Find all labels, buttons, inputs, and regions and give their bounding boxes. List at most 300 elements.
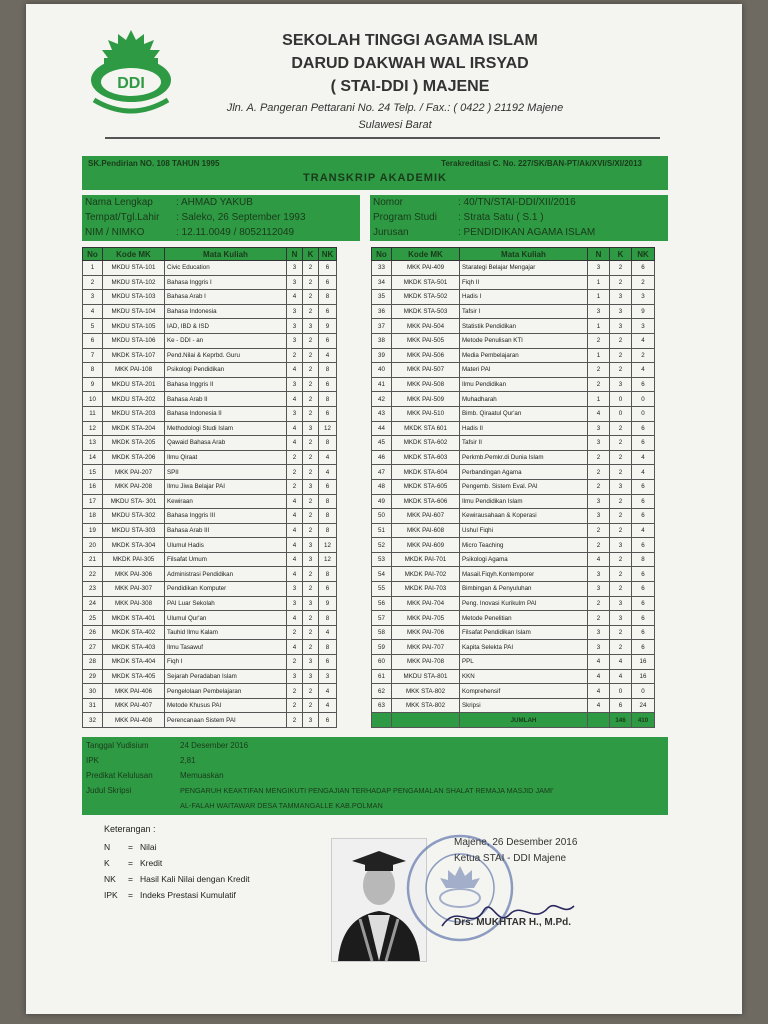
- course-code: MKK PAI-407: [103, 698, 165, 713]
- course-nk: 8: [319, 290, 337, 305]
- course-code: MKK PAI-707: [392, 640, 460, 655]
- course-no: 48: [372, 479, 392, 494]
- course-row: [83, 582, 337, 597]
- course-name: Tafsir II: [460, 436, 588, 451]
- course-k: 2: [303, 363, 319, 378]
- total-empty-cell: [392, 713, 460, 728]
- course-code: MKK PAI-505: [392, 333, 460, 348]
- header-n: N: [588, 248, 610, 261]
- courses-left-body: [83, 261, 337, 728]
- course-row: [372, 421, 655, 436]
- course-code: MKDU STA-102: [103, 275, 165, 290]
- total-label: JUMLAH: [460, 713, 588, 728]
- course-no: 62: [372, 684, 392, 699]
- course-n: 4: [588, 552, 610, 567]
- course-no: 34: [372, 275, 392, 290]
- course-n: 4: [287, 640, 303, 655]
- prodi-label: Program Studi: [373, 212, 437, 223]
- nomor-value: : 40/TN/STAI-DDI/XII/2016: [458, 197, 576, 208]
- sign-name: Drs. MUKHTAR H., M.Pd.: [454, 917, 572, 928]
- course-row: [83, 333, 337, 348]
- course-k: 0: [610, 684, 632, 699]
- legend-eq: =: [128, 858, 133, 868]
- course-row: [83, 538, 337, 553]
- summary-bar: [82, 737, 668, 815]
- judul-value-2: AL-FALAH WAITAWAR DESA TAMMANGALLE KAB.POLMAN: [180, 801, 383, 810]
- course-k: 2: [303, 450, 319, 465]
- course-k: 2: [303, 333, 319, 348]
- course-no: 5: [83, 319, 103, 334]
- course-no: 51: [372, 523, 392, 538]
- course-n: 3: [287, 333, 303, 348]
- course-no: 46: [372, 450, 392, 465]
- course-name: Hadis I: [460, 290, 588, 305]
- course-n: 2: [287, 479, 303, 494]
- course-n: 3: [588, 640, 610, 655]
- course-code: MKDK STA-606: [392, 494, 460, 509]
- judul-label: Judul Skripsi: [86, 786, 132, 795]
- course-k: 6: [610, 698, 632, 713]
- course-no: 11: [83, 406, 103, 421]
- courses-table-left-wrap: [82, 247, 337, 728]
- course-no: 9: [83, 377, 103, 392]
- course-code: MKDK PAI-305: [103, 552, 165, 567]
- total-empty-cell: [588, 713, 610, 728]
- course-k: 3: [303, 596, 319, 611]
- course-code: MKDU STA-202: [103, 392, 165, 407]
- course-no: 15: [83, 465, 103, 480]
- course-row: [372, 684, 655, 699]
- course-k: 2: [303, 640, 319, 655]
- sign-place-date: Majene, 26 Desember 2016: [454, 837, 578, 848]
- course-no: 55: [372, 582, 392, 597]
- course-k: 3: [610, 596, 632, 611]
- course-name: Bahasa Indonesia II: [165, 406, 287, 421]
- course-name: PPL: [460, 655, 588, 670]
- course-name: Filsafat Pendidikan Islam: [460, 625, 588, 640]
- course-nk: 8: [319, 494, 337, 509]
- course-name: Civic Education: [165, 261, 287, 276]
- course-name: Administrasi Pendidikan: [165, 567, 287, 582]
- course-k: 3: [303, 421, 319, 436]
- nomor-label: Nomor: [373, 197, 404, 208]
- course-row: [83, 319, 337, 334]
- nama-label: Nama Lengkap: [85, 197, 153, 208]
- course-name: Bahasa Inggris I: [165, 275, 287, 290]
- course-no: 37: [372, 319, 392, 334]
- course-code: MKK PAI-306: [103, 567, 165, 582]
- course-code: MKDU STA-203: [103, 406, 165, 421]
- course-n: 2: [588, 450, 610, 465]
- jurusan-label: Jurusan: [373, 227, 409, 238]
- course-k: 2: [610, 333, 632, 348]
- ipk-value: 2,81: [180, 756, 196, 765]
- prodi-value: : Strata Satu ( S.1 ): [458, 212, 544, 223]
- course-n: 4: [588, 684, 610, 699]
- course-row: [372, 655, 655, 670]
- course-k: 2: [610, 436, 632, 451]
- course-no: 50: [372, 509, 392, 524]
- course-row: [372, 596, 655, 611]
- course-nk: 6: [632, 377, 655, 392]
- header-n: N: [287, 248, 303, 261]
- course-n: 3: [588, 304, 610, 319]
- course-k: 2: [610, 421, 632, 436]
- course-code: MKK PAI-509: [392, 392, 460, 407]
- jurusan-value: : PENDIDIKAN AGAMA ISLAM: [458, 227, 596, 238]
- course-name: Ushul Fiqhi: [460, 523, 588, 538]
- course-name: Tauhid Ilmu Kalam: [165, 625, 287, 640]
- course-row: [83, 669, 337, 684]
- course-nk: 4: [632, 523, 655, 538]
- total-nk: 410: [632, 713, 655, 728]
- course-code: MKK PAI-608: [392, 523, 460, 538]
- address-line2: Sulawesi Barat: [358, 119, 432, 131]
- course-k: 2: [610, 465, 632, 480]
- course-name: Bahasa Inggris II: [165, 377, 287, 392]
- course-n: 3: [287, 596, 303, 611]
- course-code: MKDK STA-402: [103, 625, 165, 640]
- ttl-value: : Saleko, 26 September 1993: [176, 212, 306, 223]
- header-nk: NK: [632, 248, 655, 261]
- course-name: Skripsi: [460, 698, 588, 713]
- course-no: 39: [372, 348, 392, 363]
- course-name: Ilmu Qiraat: [165, 450, 287, 465]
- course-n: 2: [588, 377, 610, 392]
- course-nk: 6: [319, 406, 337, 421]
- course-nk: 8: [319, 640, 337, 655]
- course-name: Ulumul Hadis: [165, 538, 287, 553]
- course-name: Methodologi Studi Islam: [165, 421, 287, 436]
- course-name: KKN: [460, 669, 588, 684]
- ttl-label: Tempat/Tgl.Lahir: [85, 212, 160, 223]
- course-n: 4: [287, 509, 303, 524]
- course-no: 43: [372, 406, 392, 421]
- course-no: 32: [83, 713, 103, 728]
- course-row: [83, 698, 337, 713]
- course-n: 3: [588, 261, 610, 276]
- course-n: 2: [588, 596, 610, 611]
- course-name: Ilmu Jiwa Belajar PAI: [165, 479, 287, 494]
- course-n: 3: [588, 567, 610, 582]
- course-row: [372, 304, 655, 319]
- course-no: 33: [372, 261, 392, 276]
- header-line3: ( STAI-DDI ) MAJENE: [330, 78, 490, 95]
- course-row: [372, 582, 655, 597]
- course-k: 2: [610, 625, 632, 640]
- course-n: 3: [588, 436, 610, 451]
- course-k: 2: [610, 275, 632, 290]
- course-no: 58: [372, 625, 392, 640]
- course-code: MKDK STA-604: [392, 465, 460, 480]
- course-no: 57: [372, 611, 392, 626]
- course-name: Perkmb.Pemkr.di Dunia Islam: [460, 450, 588, 465]
- ipk-label: IPK: [86, 756, 99, 765]
- course-nk: 4: [632, 465, 655, 480]
- course-no: 25: [83, 611, 103, 626]
- course-name: Sejarah Peradaban Islam: [165, 669, 287, 684]
- course-code: MKDU STA-201: [103, 377, 165, 392]
- legend-value: Hasil Kali Nilai dengan Kredit: [140, 874, 250, 884]
- course-k: 2: [610, 450, 632, 465]
- courses-right-body: [372, 261, 655, 728]
- course-row: [372, 436, 655, 451]
- course-name: Ilmu Pendidikan: [460, 377, 588, 392]
- course-name: Metode Penelitian: [460, 611, 588, 626]
- course-row: [83, 640, 337, 655]
- course-nk: 6: [632, 567, 655, 582]
- header-kode: Kode MK: [103, 248, 165, 261]
- course-no: 29: [83, 669, 103, 684]
- course-nk: 6: [319, 261, 337, 276]
- student-info-left: [82, 195, 360, 241]
- course-k: 3: [303, 538, 319, 553]
- course-k: 4: [610, 669, 632, 684]
- course-nk: 6: [632, 596, 655, 611]
- course-k: 2: [303, 582, 319, 597]
- course-k: 3: [610, 304, 632, 319]
- course-n: 3: [588, 509, 610, 524]
- course-nk: 6: [319, 713, 337, 728]
- course-no: 1: [83, 261, 103, 276]
- course-row: [83, 304, 337, 319]
- course-row: [83, 406, 337, 421]
- course-nk: 8: [319, 509, 337, 524]
- course-no: 61: [372, 669, 392, 684]
- course-name: SPII: [165, 465, 287, 480]
- course-row: [83, 290, 337, 305]
- course-name: Ulumul Qur'an: [165, 611, 287, 626]
- course-name: Bahasa Arab I: [165, 290, 287, 305]
- course-n: 1: [588, 319, 610, 334]
- course-code: MKDK STA-605: [392, 479, 460, 494]
- course-no: 16: [83, 479, 103, 494]
- course-row: [372, 392, 655, 407]
- course-row: [83, 509, 337, 524]
- course-nk: 0: [632, 406, 655, 421]
- course-row: [372, 611, 655, 626]
- course-row: [83, 275, 337, 290]
- course-code: MKK PAI-307: [103, 582, 165, 597]
- course-k: 0: [610, 392, 632, 407]
- nama-value: : AHMAD YAKUB: [176, 197, 253, 208]
- course-code: MKK PAI-108: [103, 363, 165, 378]
- course-nk: 4: [632, 450, 655, 465]
- course-n: 3: [287, 669, 303, 684]
- course-no: 49: [372, 494, 392, 509]
- header-no: No: [372, 248, 392, 261]
- legend-value: Kredit: [140, 858, 163, 868]
- course-k: 2: [303, 406, 319, 421]
- course-k: 2: [610, 640, 632, 655]
- course-row: [372, 363, 655, 378]
- course-no: 12: [83, 421, 103, 436]
- course-n: 2: [287, 348, 303, 363]
- course-n: 3: [588, 625, 610, 640]
- course-k: 2: [303, 261, 319, 276]
- course-name: Psikologi Agama: [460, 552, 588, 567]
- legend-value: Nilai: [140, 842, 157, 852]
- course-n: 1: [588, 290, 610, 305]
- course-nk: 0: [632, 684, 655, 699]
- courses-table-left: [82, 247, 337, 728]
- course-n: 4: [287, 290, 303, 305]
- course-name: Psikologi Pendidikan: [165, 363, 287, 378]
- course-n: 4: [287, 421, 303, 436]
- course-n: 4: [287, 436, 303, 451]
- course-k: 3: [610, 377, 632, 392]
- course-no: 26: [83, 625, 103, 640]
- course-nk: 8: [319, 611, 337, 626]
- course-k: 3: [610, 319, 632, 334]
- course-n: 2: [287, 655, 303, 670]
- course-code: MKDK STA-502: [392, 290, 460, 305]
- total-k: 146: [610, 713, 632, 728]
- legend-eq: =: [128, 874, 133, 884]
- course-name: Bimbingan & Penyuluhan: [460, 582, 588, 597]
- course-no: 56: [372, 596, 392, 611]
- sign-role: Ketua STAI - DDI Majene: [454, 853, 567, 864]
- course-nk: 9: [319, 319, 337, 334]
- course-n: 1: [588, 348, 610, 363]
- course-row: [372, 377, 655, 392]
- course-row: [83, 655, 337, 670]
- course-name: Pend.Nilai & Keprbd. Guru: [165, 348, 287, 363]
- course-name: Pengemb. Sistem Eval. PAI: [460, 479, 588, 494]
- course-nk: 6: [319, 275, 337, 290]
- course-nk: 6: [319, 304, 337, 319]
- course-k: 2: [610, 494, 632, 509]
- course-no: 54: [372, 567, 392, 582]
- course-k: 2: [303, 698, 319, 713]
- course-row: [372, 333, 655, 348]
- course-k: 2: [303, 465, 319, 480]
- legend-key: K: [104, 858, 110, 868]
- course-code: MKDK STA-107: [103, 348, 165, 363]
- course-no: 59: [372, 640, 392, 655]
- predikat-label: Predikat Kelulusan: [86, 771, 153, 780]
- course-nk: 2: [632, 348, 655, 363]
- course-name: Qawaid Bahasa Arab: [165, 436, 287, 451]
- course-nk: 6: [319, 333, 337, 348]
- course-row: [372, 567, 655, 582]
- course-no: 21: [83, 552, 103, 567]
- course-no: 30: [83, 684, 103, 699]
- course-name: Materi PAI: [460, 363, 588, 378]
- course-name: Media Pembelajaran: [460, 348, 588, 363]
- course-n: 1: [588, 392, 610, 407]
- course-code: MKDK STA-401: [103, 611, 165, 626]
- course-nk: 4: [319, 698, 337, 713]
- course-nk: 4: [319, 684, 337, 699]
- course-code: MKDU STA- 301: [103, 494, 165, 509]
- course-n: 2: [287, 684, 303, 699]
- course-row: [83, 436, 337, 451]
- course-no: 53: [372, 552, 392, 567]
- course-name: Bahasa Arab III: [165, 523, 287, 538]
- course-no: 8: [83, 363, 103, 378]
- course-name: IAD, IBD & ISD: [165, 319, 287, 334]
- header-line1: SEKOLAH TINGGI AGAMA ISLAM: [282, 32, 538, 49]
- course-k: 2: [610, 567, 632, 582]
- course-name: Bahasa Arab II: [165, 392, 287, 407]
- course-no: 41: [372, 377, 392, 392]
- course-nk: 6: [319, 655, 337, 670]
- yudisium-label: Tanggal Yudisium: [86, 741, 149, 750]
- course-row: [372, 275, 655, 290]
- course-no: 40: [372, 363, 392, 378]
- course-name: Perencanaan Sistem PAI: [165, 713, 287, 728]
- course-k: 2: [303, 275, 319, 290]
- course-row: [83, 552, 337, 567]
- course-n: 3: [287, 275, 303, 290]
- course-code: MKDU STA-302: [103, 509, 165, 524]
- course-name: Fiqh II: [460, 275, 588, 290]
- course-code: MKDU STA-101: [103, 261, 165, 276]
- nim-value: : 12.11.0049 / 8052112049: [176, 227, 295, 238]
- course-n: 3: [588, 494, 610, 509]
- akreditasi: Terakreditasi C. No. 227/SK/BAN-PT/Ak/XVI/S/XI/2013: [441, 159, 642, 168]
- course-k: 2: [303, 377, 319, 392]
- course-n: 3: [588, 582, 610, 597]
- course-code: MKDK STA-304: [103, 538, 165, 553]
- course-nk: 4: [632, 333, 655, 348]
- course-nk: 6: [632, 494, 655, 509]
- course-nk: 8: [632, 552, 655, 567]
- course-code: MKK PAI-408: [103, 713, 165, 728]
- course-name: Pengelolaan Pembelajaran: [165, 684, 287, 699]
- course-k: 2: [303, 523, 319, 538]
- course-k: 2: [610, 261, 632, 276]
- header-k: K: [303, 248, 319, 261]
- course-code: MKDK PAI-703: [392, 582, 460, 597]
- course-n: 1: [588, 275, 610, 290]
- course-k: 3: [303, 669, 319, 684]
- course-k: 2: [303, 290, 319, 305]
- course-k: 2: [303, 348, 319, 363]
- course-name: Pendidikan Komputer: [165, 582, 287, 597]
- header-mata-kuliah: Mata Kuliah: [165, 248, 287, 261]
- course-row: [83, 450, 337, 465]
- predikat-value: Memuaskan: [180, 771, 224, 780]
- course-name: Hadis II: [460, 421, 588, 436]
- course-nk: 6: [632, 582, 655, 597]
- course-code: MKK PAI-704: [392, 596, 460, 611]
- course-name: Micro Teaching: [460, 538, 588, 553]
- course-nk: 6: [632, 479, 655, 494]
- course-code: MKK PAI-207: [103, 465, 165, 480]
- course-nk: 6: [632, 625, 655, 640]
- course-k: 2: [610, 363, 632, 378]
- document-title: TRANSKRIP AKADEMIK: [303, 172, 447, 184]
- course-k: 2: [303, 625, 319, 640]
- course-nk: 6: [632, 611, 655, 626]
- course-n: 2: [588, 333, 610, 348]
- course-name: Kapita Selekta PAI: [460, 640, 588, 655]
- course-k: 3: [610, 479, 632, 494]
- course-no: 10: [83, 392, 103, 407]
- course-no: 7: [83, 348, 103, 363]
- course-row: [372, 479, 655, 494]
- course-code: MKK STA-802: [392, 684, 460, 699]
- header-mata-kuliah: Mata Kuliah: [460, 248, 588, 261]
- course-code: MKDK STA-503: [392, 304, 460, 319]
- legend-key: N: [104, 842, 111, 852]
- course-no: 31: [83, 698, 103, 713]
- course-nk: 12: [319, 538, 337, 553]
- course-n: 2: [287, 713, 303, 728]
- course-k: 2: [303, 392, 319, 407]
